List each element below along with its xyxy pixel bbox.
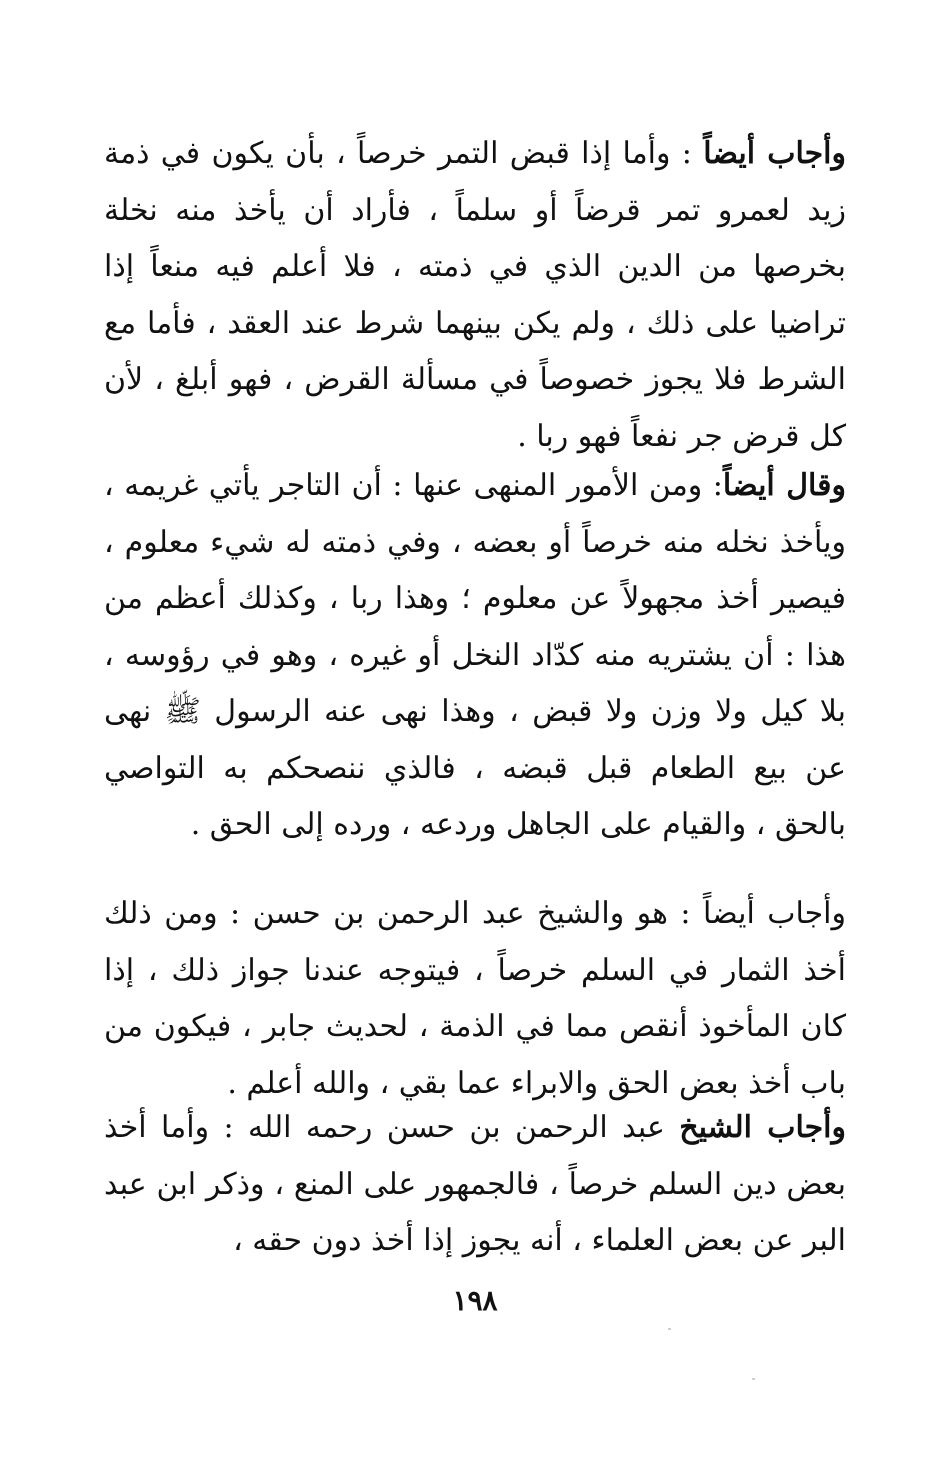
page-number: ١٩٨ [452,1284,498,1317]
paragraph-2-text: : ومن الأمور المنهى عنها : أن التاجر يأتي غريمه ، ويأخذ نخله منه خرصاً أو بعضه ، وفي ذمته له شيء معلوم ، فيصير أخذ مجهولاً عن معلوم ؛ وهذا ربا ، وكذلك أعظم من هذا : أن يشتريه منه كدّاد النخل أو غيره ، وهو في رؤوسه ، بلا كيل ولا وزن ولا قبض ، وهذا نهى عنه الرسول ﷺ نهى عن بيع الطعام قبل قبضه ، فالذي ننصحكم به التواصي بالحق ، والقيام على الجاهل وردعه ، ورده إلى الحق . [104,468,846,842]
paragraph-4-text: عبد الرحمن بن حسن رحمه الله : وأما أخذ بعض دين السلم خرصاً ، فالجمهور على المنع ، وذكر ابن عبد البر عن بعض العلماء ، أنه يجوز إذا أخذ دون حقه ، [104,1110,846,1258]
paragraph-2 [104,458,846,854]
paragraph-3-text: : هو والشيخ عبد الرحمن بن حسن : ومن ذلك أخذ الثمار في السلم خرصاً ، فيتوجه عندنا جواز ذلك ، إذا كان المأخوذ أنقص مما في الذمة ، لحديث جابر ، فيكون من باب أخذ بعض الحق والابراء عما بقي ، والله أعلم . [104,896,846,1101]
scan-speck [668,1328,671,1330]
paragraph-4 [104,1100,846,1270]
paragraph-3-lead: وأجاب أيضاً [702,896,846,931]
paragraph-1-text: : وأما إذا قبض التمر خرصاً ، بأن يكون في ذمة زيد لعمرو تمر قرضاً أو سلماً ، فأراد أن يأخذ منه نخلة بخرصها من الدين الذي في ذمته ، فلا أعلم فيه منعاً إذا تراضيا على ذلك ، ولم يكن بينهما شرط عند العقد ، فأما مع الشرط فلا يجوز خصوصاً في مسألة القرض ، فهو أبلغ ، لأن كل قرض جر نفعاً فهو ربا . [104,136,846,454]
paragraph-4-lead: وأجاب الشيخ [679,1110,846,1145]
paragraph-1 [104,126,846,465]
paragraph-2-lead: وقال أيضاً [722,468,846,503]
paragraph-3 [104,886,846,1112]
scan-speck [752,1378,755,1380]
paragraph-1-lead: وأجاب أيضاً [703,136,846,171]
